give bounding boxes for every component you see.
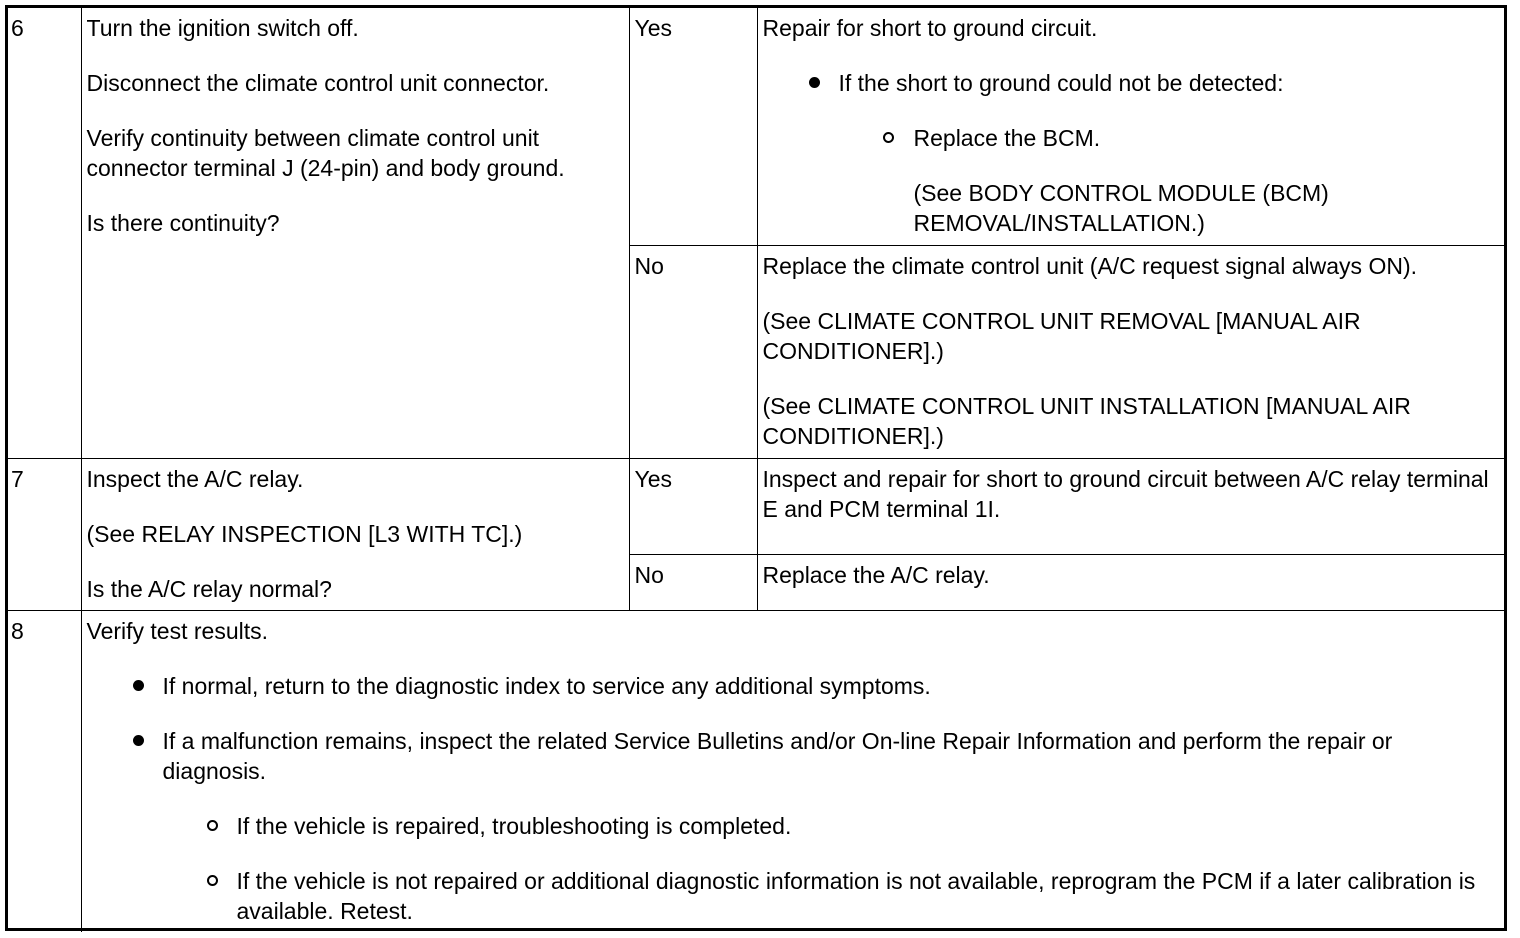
- answer-label: Yes: [634, 15, 673, 41]
- bullet-circle-icon: [883, 132, 894, 143]
- answer-label: No: [634, 252, 664, 279]
- troubleshooting-table: [8, 8, 1504, 932]
- action-question: Is the A/C relay normal?: [86, 575, 332, 602]
- result-cell: [757, 458, 1504, 554]
- list-item-ref: [763, 178, 1500, 238]
- step-number: 6: [11, 15, 24, 41]
- answer-label: Yes: [634, 465, 673, 492]
- answer-label: No: [634, 561, 664, 588]
- table-row: [8, 610, 1504, 932]
- answer-no-cell: [629, 245, 757, 458]
- result-text: Replace the A/C relay.: [762, 561, 990, 588]
- bullet-text: If normal, return to the diagnostic index to service any additional symptoms.: [162, 672, 931, 699]
- reference-text: (See CLIMATE CONTROL UNIT INSTALLATION [MANUAL AIR CONDITIONER].): [762, 392, 1411, 449]
- table-row: [8, 8, 1504, 245]
- list-item: [763, 123, 1500, 153]
- list-item: [87, 671, 1500, 701]
- bullet-text: If a malfunction remains, inspect the related Service Bulletins and/or On-line Repair Information and perform the repair or diagnosis.: [162, 727, 1393, 784]
- answer-yes-cell: [629, 8, 757, 245]
- result-cell: [757, 245, 1504, 458]
- action-text: Inspect the A/C relay.: [86, 465, 304, 492]
- result-cell: [757, 8, 1504, 245]
- step-number-cell: [8, 610, 81, 932]
- bullet-text: Replace the BCM.: [913, 125, 1101, 151]
- result-text: Replace the climate control unit (A/C request signal always ON).: [762, 252, 1418, 279]
- step-number: 7: [11, 465, 24, 492]
- list-item: [87, 726, 1500, 786]
- list-item: [87, 866, 1500, 926]
- list-item: [87, 811, 1500, 841]
- answer-yes-cell: [629, 458, 757, 554]
- bullet-text: If the vehicle is repaired, troubleshooting is completed.: [236, 812, 792, 839]
- bullet-dot-icon: [133, 735, 144, 746]
- action-text: Verify test results.: [86, 617, 269, 644]
- list-item: [763, 68, 1500, 98]
- table-row: [8, 458, 1504, 554]
- step-number-cell: [8, 8, 81, 458]
- reference-text: (See RELAY INSPECTION [L3 WITH TC].): [86, 520, 523, 547]
- result-text: Inspect and repair for short to ground circuit between A/C relay terminal E and PCM terminal 1I.: [762, 465, 1489, 522]
- bullet-text: If the vehicle is not repaired or additional diagnostic information is not available, reprogram the PCM if a later calibration is available. Retest.: [236, 867, 1476, 924]
- bullet-text: If the short to ground could not be detected:: [838, 70, 1284, 96]
- action-text: Disconnect the climate control unit connector.: [86, 70, 550, 96]
- result-cell: [757, 554, 1504, 610]
- step-number: 8: [11, 617, 24, 644]
- step-action-cell: [81, 8, 629, 458]
- reference-text: (See BODY CONTROL MODULE (BCM) REMOVAL/INSTALLATION.): [913, 180, 1329, 236]
- bullet-circle-icon: [207, 875, 218, 886]
- action-question: Is there continuity?: [86, 210, 280, 236]
- bullet-dot-icon: [133, 680, 144, 691]
- step-action-cell: [81, 610, 1504, 932]
- step-action-cell: [81, 458, 629, 610]
- action-text: Turn the ignition switch off.: [86, 15, 359, 41]
- action-text: Verify continuity between climate control unit connector terminal J (24-pin) and body ground.: [86, 125, 565, 181]
- bullet-dot-icon: [809, 77, 820, 88]
- reference-text: (See CLIMATE CONTROL UNIT REMOVAL [MANUAL AIR CONDITIONER].): [762, 307, 1361, 364]
- step-number-cell: [8, 458, 81, 610]
- bullet-circle-icon: [207, 820, 218, 831]
- answer-no-cell: [629, 554, 757, 610]
- result-text: Repair for short to ground circuit.: [762, 15, 1098, 41]
